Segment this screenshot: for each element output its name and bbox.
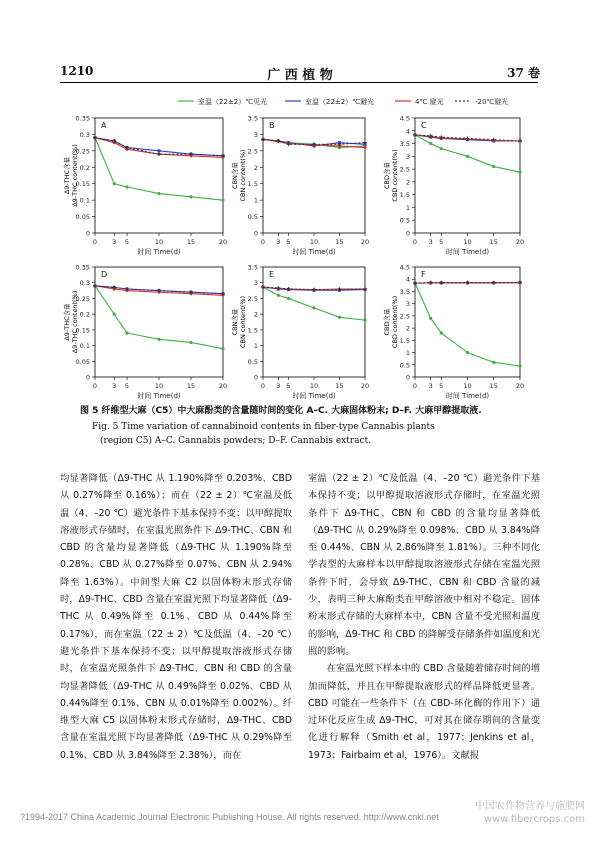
- plot-frame: [95, 118, 223, 233]
- x-tick-label: 5: [124, 238, 130, 246]
- x-tick-label: 3: [276, 238, 281, 246]
- x-tick-label: 0: [260, 382, 266, 390]
- y-axis-label-line: CBN含量: [231, 162, 239, 189]
- caption-en-2: (region C5) A–C. Cannabis powders; D–F. Cannabis extract.: [100, 436, 372, 446]
- y-axis-label-line: CBD含量: [383, 161, 391, 190]
- y-tick-label: 0.2: [79, 163, 90, 172]
- y-tick-label: 2: [405, 178, 410, 187]
- x-axis-label: 时间 Time(d): [292, 392, 336, 400]
- y-tick-label: 3.5: [247, 263, 258, 272]
- y-tick-label: 1: [253, 196, 258, 205]
- y-tick-label: 1.5: [399, 336, 410, 345]
- y-tick-label: 1: [405, 203, 410, 212]
- y-axis-label: [382, 296, 399, 348]
- data-point: [221, 347, 224, 350]
- series-line: [263, 287, 365, 320]
- y-tick-label: 4: [405, 275, 410, 284]
- y-tick-label: 3.5: [399, 140, 410, 149]
- x-tick-label: 3: [112, 238, 117, 246]
- x-tick-label: 10: [154, 382, 164, 390]
- x-tick-label: 0: [260, 238, 266, 246]
- x-tick-label: 15: [335, 238, 344, 246]
- x-tick-label: 15: [335, 382, 344, 390]
- y-tick-label: 0: [85, 229, 90, 238]
- watermark-line-1: 中国农作物营养与施肥网: [475, 801, 585, 812]
- x-tick-label: 20: [515, 382, 525, 390]
- x-tick-label: 5: [286, 238, 291, 246]
- y-tick-label: 2.5: [247, 294, 258, 303]
- y-tick-label: 0.15: [75, 326, 90, 335]
- y-axis-label-line: Δ9-THC含量: [63, 156, 71, 195]
- y-axis-label-line: CBD content(%): [391, 149, 399, 202]
- y-axis-label-line: CBN content(%): [239, 149, 247, 202]
- data-point: [312, 306, 315, 309]
- x-tick-label: 20: [218, 238, 228, 246]
- data-point: [429, 142, 432, 145]
- y-tick-label: 4: [405, 127, 410, 136]
- x-tick-label: 20: [360, 238, 370, 246]
- data-point: [492, 165, 495, 168]
- data-point: [492, 361, 495, 364]
- watermark: [475, 800, 585, 826]
- y-tick-label: 0: [85, 373, 90, 382]
- panel-label: E: [269, 270, 275, 279]
- x-axis-label: 时间 Time(d): [292, 248, 336, 256]
- panel-label: F: [421, 270, 426, 279]
- x-axis-label: 时间 Time(d): [137, 248, 181, 256]
- y-tick-label: 2: [253, 310, 258, 319]
- y-tick-label: 2: [253, 163, 258, 172]
- data-point: [125, 331, 128, 334]
- figure-5: [0, 0, 595, 420]
- y-axis-label-line: CBN含量: [231, 308, 239, 336]
- y-tick-label: 1.5: [247, 180, 258, 189]
- x-tick-label: 0: [92, 382, 98, 390]
- y-tick-label: 2: [405, 324, 410, 333]
- y-tick-label: 0.1: [79, 196, 90, 205]
- paragraph: 在室温光照下样本中的 CBD 含量随着储存时间的增加而降低，并且在甲醇提取液形式的样品降低更显著。CBD 可能在一些条件下（在 CBD-环化酶的作用下）通过环化反应生成 Δ9-THC，可对其在储存期间的含量变化进行解释（Smith et al，1977；Jenkins et al，1973；Fairbaim et al，1976）。文献报: [308, 663, 540, 761]
- panel-label: B: [269, 121, 275, 130]
- series-line: [95, 138, 223, 200]
- y-tick-label: 3.5: [399, 287, 410, 296]
- x-tick-label: 3: [112, 382, 117, 390]
- caption-zh: 图 5 纤维型大麻（C5）中大麻酚类的含量随时间的变化 A–C. 大麻固体粉末; D–F. 大麻甲醇提取液.: [80, 406, 482, 416]
- y-axis-label-line: Δ9-THC content(%): [71, 144, 79, 207]
- y-axis-label-line: CBD含量: [383, 308, 391, 336]
- x-tick-label: 15: [186, 382, 196, 390]
- x-tick-label: 10: [154, 238, 164, 246]
- y-tick-label: 0: [405, 373, 410, 382]
- data-point: [125, 185, 128, 188]
- y-tick-label: 2.5: [399, 312, 410, 321]
- y-tick-label: 3: [253, 279, 258, 288]
- data-point: [157, 192, 160, 195]
- copyright-footer: ?1994-2017 China Academic Journal Electronic Publishing House. All rights reserved. http://www.cnki.net: [20, 812, 439, 822]
- y-tick-label: 0.35: [75, 114, 90, 123]
- x-tick-label: 10: [463, 238, 472, 246]
- y-tick-label: 2.5: [247, 147, 258, 156]
- y-axis-label: [62, 291, 79, 354]
- y-axis-label: [382, 149, 399, 201]
- caption-en-1: Fig. 5 Time variation of cannabinoid contents in fiber-type Cannabis plants: [92, 422, 435, 432]
- x-tick-label: 5: [286, 382, 291, 390]
- y-axis-label-line: CBD content(%): [391, 295, 399, 349]
- right-column: [308, 470, 540, 764]
- watermark-line-2: www.fibercrops.com: [483, 814, 585, 825]
- legend-label: 室温（22±2）℃避光: [305, 98, 375, 106]
- data-point: [158, 149, 161, 152]
- paragraph: 均显著降低（Δ9-THC 从 1.190%降至 0.203%、CBD 从 0.27%降至 0.16%）；而在（22 ± 2）℃室温及低温（4、–20 ℃）避光条件下基本保持不变；以甲醇提取溶液形式存储时，在室温光照条件下 Δ9-THC、CBN 和 CBD 的含量均显著降低（Δ9-THC 从 1.190%降至 0.28%、CBD 从 0.27%降至 0.07%、CBN 从 2.94%降至 1.63%）。中间型大麻 C2 以固体粉末形式存储时，Δ9-THC、CBD 含量在室温光照下均显著降低（Δ9-THC 从 0.49%降至 0.1%、CBD 从 0.44%降至 0.17%），而在室温（22 ± 2）℃及低温（4、–20 ℃）避光条件下基本保持不变；以甲醇提取溶液形式存储时，在室温光照条件下 Δ9-THC、CBN 和 CBD 的含量均显著降低（Δ9-THC 从 0.49%降至 0.02%、CBD 从 0.44%降至 0.1%、CBN 从 0.01%降至 0.002%）。纤维型大麻 C5 以固体粉末形式存储时，Δ9-THC、CBD 含量在室温光照下均显著降低（Δ9-THC 从 0.29%降至 0.1%、CBD 从 3.84%降至 2.38%），而在: [60, 473, 292, 761]
- x-axis-label: 时间 Time(d): [445, 392, 490, 400]
- x-tick-label: 20: [360, 382, 370, 390]
- y-axis-label: [62, 144, 79, 207]
- y-tick-label: 0.15: [75, 180, 90, 189]
- y-axis-label-line: Δ9-THC含量: [63, 303, 71, 341]
- y-tick-label: 0.3: [79, 130, 90, 139]
- y-axis-label: [230, 296, 247, 348]
- y-tick-label: 0.35: [75, 263, 90, 272]
- y-tick-label: 3: [405, 300, 410, 309]
- plot-frame: [263, 267, 365, 377]
- body-text: [60, 470, 540, 770]
- x-tick-label: 5: [439, 238, 444, 246]
- y-tick-label: 0: [253, 373, 258, 382]
- y-tick-label: 3: [405, 152, 410, 161]
- legend-label: 室温（22±2）℃见光: [198, 98, 268, 106]
- y-tick-label: 3: [253, 130, 258, 139]
- data-point: [518, 171, 521, 174]
- data-point: [189, 341, 192, 344]
- y-tick-label: 3.5: [247, 114, 258, 123]
- x-tick-label: 5: [439, 382, 444, 390]
- y-tick-label: 0.1: [79, 342, 90, 351]
- data-point: [113, 313, 116, 316]
- y-tick-label: 1: [405, 349, 410, 358]
- panel-label: D: [101, 270, 108, 279]
- y-tick-label: 0.5: [247, 213, 258, 222]
- data-point: [189, 195, 192, 198]
- y-tick-label: 0.3: [79, 279, 90, 288]
- panel-label: A: [101, 121, 107, 130]
- y-tick-label: 0.2: [79, 310, 90, 319]
- x-tick-label: 15: [489, 238, 498, 246]
- data-point: [429, 317, 432, 320]
- data-point: [157, 338, 160, 341]
- data-point: [287, 297, 290, 300]
- x-tick-label: 0: [412, 382, 418, 390]
- y-tick-label: 0.5: [399, 361, 410, 370]
- data-point: [113, 182, 116, 185]
- data-point: [363, 319, 366, 322]
- plot-frame: [263, 118, 365, 233]
- y-tick-label: 0.25: [75, 294, 90, 303]
- x-tick-label: 10: [309, 238, 319, 246]
- legend-label: 4℃ 避光: [415, 98, 444, 106]
- x-tick-label: 20: [218, 382, 228, 390]
- y-tick-label: 2.5: [399, 165, 410, 174]
- x-tick-label: 20: [515, 238, 525, 246]
- data-point: [338, 316, 341, 319]
- y-tick-label: 0.5: [247, 357, 258, 366]
- data-point: [466, 351, 469, 354]
- y-tick-label: 1.5: [247, 326, 258, 335]
- x-tick-label: 3: [276, 382, 281, 390]
- y-axis-label-line: Δ9-THC content(%): [71, 290, 79, 354]
- x-tick-label: 15: [489, 382, 498, 390]
- x-tick-label: 0: [412, 238, 418, 246]
- y-tick-label: 0: [253, 229, 258, 238]
- data-point: [518, 364, 521, 367]
- y-tick-label: 0.05: [75, 357, 90, 366]
- y-tick-label: 0: [405, 229, 410, 238]
- data-point: [440, 331, 443, 334]
- data-point: [277, 294, 280, 297]
- x-tick-label: 3: [428, 238, 433, 246]
- x-tick-label: 10: [463, 382, 472, 390]
- y-tick-label: 4.5: [399, 263, 410, 272]
- x-tick-label: 3: [428, 382, 433, 390]
- y-tick-label: 0.05: [75, 213, 90, 222]
- y-axis-label-line: CBN content(%): [239, 295, 247, 349]
- page-number: 1210: [60, 64, 94, 78]
- y-axis-label: [230, 149, 247, 201]
- volume: 37 卷: [507, 66, 540, 80]
- paragraph: 室温（22 ± 2）℃及低温（4、–20 ℃）避光条件下基本保持不变；以甲醇提取溶液形式存储时，在室温光照条件下 Δ9-THC、CBN 和 CBD 的含量均显著降低（Δ9-THC 从 0.29%降至 0.098%、CBD 从 3.84%降至 0.44%、CBN 从 2.86%降至 1.81%）。三种不同化学表型的大麻样本以甲醇提取溶液形式存储在室温光照条件下时，会导致 Δ9-THC、CBN 和 CBD 含量的减少，表明三种大麻酚类在甲醇溶液中相对不稳定。固体粉末形式存储的大麻样本中，CBN 含量不受光照和温度的影响，Δ9-THC 和 CBD 的降解受存储条件如温度和光照的影响。: [308, 473, 540, 657]
- legend-label: -20℃避光: [475, 98, 509, 106]
- x-tick-label: 5: [124, 382, 130, 390]
- y-tick-label: 1: [253, 342, 258, 351]
- y-tick-label: 4.5: [399, 114, 410, 123]
- left-column: [60, 470, 292, 764]
- x-tick-label: 0: [92, 238, 98, 246]
- journal-title: 广 西 植 物: [267, 68, 333, 83]
- y-tick-label: 0.5: [399, 216, 410, 225]
- x-axis-label: 时间 Time(d): [445, 248, 490, 256]
- panel-label: C: [421, 121, 427, 130]
- data-point: [440, 147, 443, 150]
- plot-frame: [95, 267, 223, 377]
- x-tick-label: 10: [309, 382, 319, 390]
- x-tick-label: 15: [186, 238, 196, 246]
- x-axis-label: 时间 Time(d): [137, 392, 181, 400]
- data-point: [221, 199, 224, 202]
- y-tick-label: 0.25: [75, 147, 90, 156]
- data-point: [466, 155, 469, 158]
- y-tick-label: 1.5: [399, 191, 410, 200]
